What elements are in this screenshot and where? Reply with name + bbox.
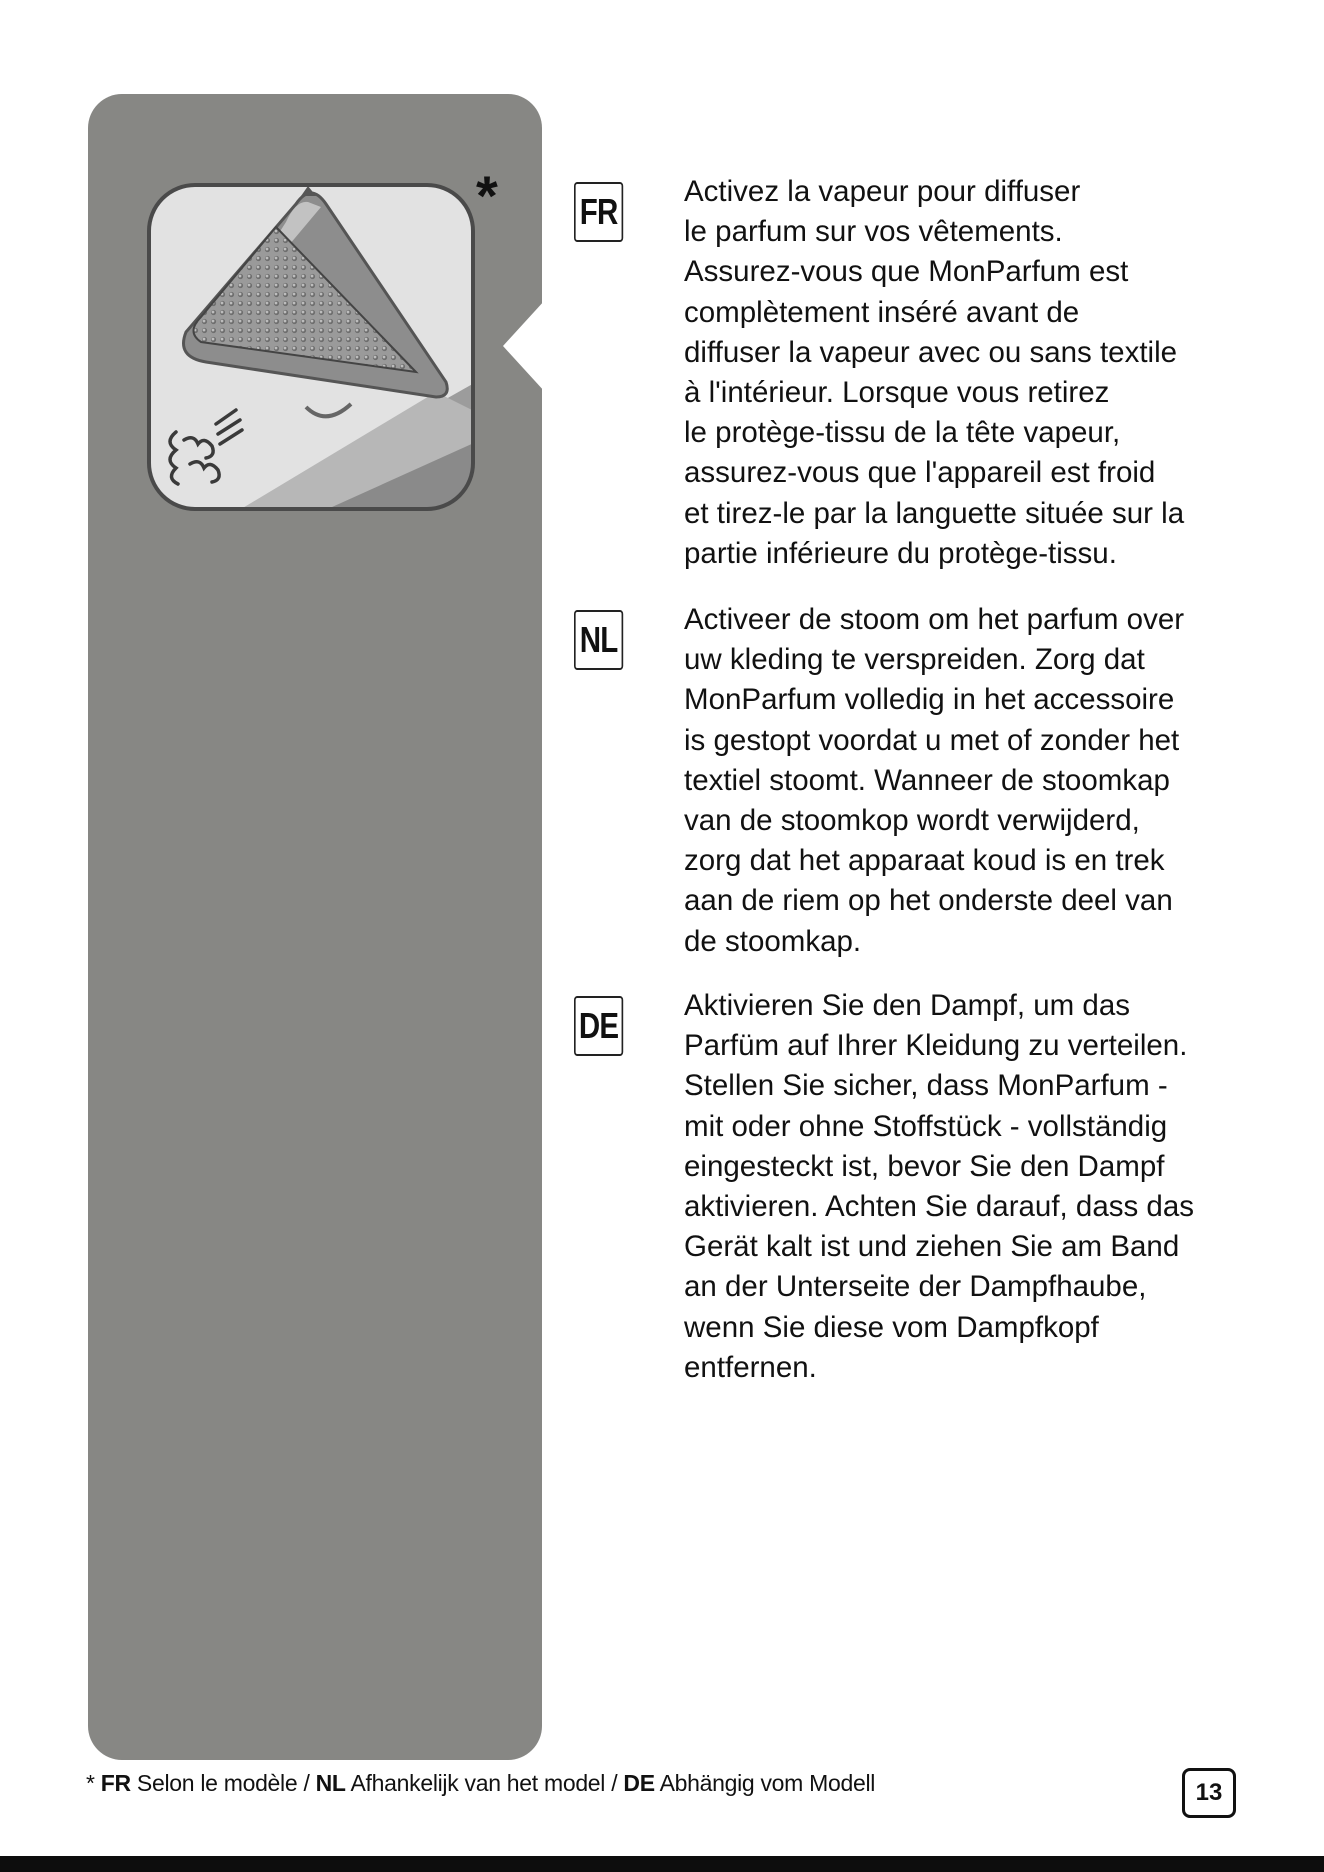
section-nl-text: Activeer de stoom om het parfum over uw kleding te verspreiden. Zorg dat MonParfum volledig in het accessoire is gestopt voordat u met of zonder het textiel stoomt. Wanneer de stoomkap van de stoomkop wordt verwijderd, zorg dat het apparaat koud is en trek aan de riem op het onderste deel van de stoomkap. <box>684 603 1185 958</box>
lang-tag-de: DE <box>574 996 623 1056</box>
section-de-text: Aktivieren Sie den Dampf, um das Parfüm auf Ihrer Kleidung zu verteilen. Stellen Sie sicher, dass MonParfum - mit oder ohne Stoffstück - vollständig eingesteckt ist, bevor Sie den Dampf aktivieren. Achten Sie darauf, dass das Gerät kalt ist und ziehen Sie am Band an der Unterseite der Dampfhaube, wenn Sie diese vom Dampfkopf entfernen. <box>684 989 1194 1384</box>
lang-tag-nl: NL <box>574 610 623 670</box>
lang-tag-fr: FR <box>574 182 623 242</box>
steam-head-illustration <box>146 182 476 512</box>
bottom-rule <box>0 1856 1324 1872</box>
panel-notch <box>503 300 545 392</box>
page-number: 13 <box>1182 1768 1236 1818</box>
model-dependent-asterisk: * <box>476 164 498 227</box>
footnote: * FR Selon le modèle / NL Afhankelijk van het model / DE Abhängig vom Modell <box>86 1770 876 1796</box>
section-fr-text: Activez la vapeur pour diffuser le parfum sur vos vêtements. Assurez-vous que MonParfum est complètement inséré avant de diffuser la vapeur avec ou sans textile à l'intérieur. Lorsque vous retirez le protège-tissu de la tête vapeur, assurez-vous que l'appareil est froid et tirez-le par la languette située sur la partie inférieure du protège-tissu. <box>684 175 1185 570</box>
